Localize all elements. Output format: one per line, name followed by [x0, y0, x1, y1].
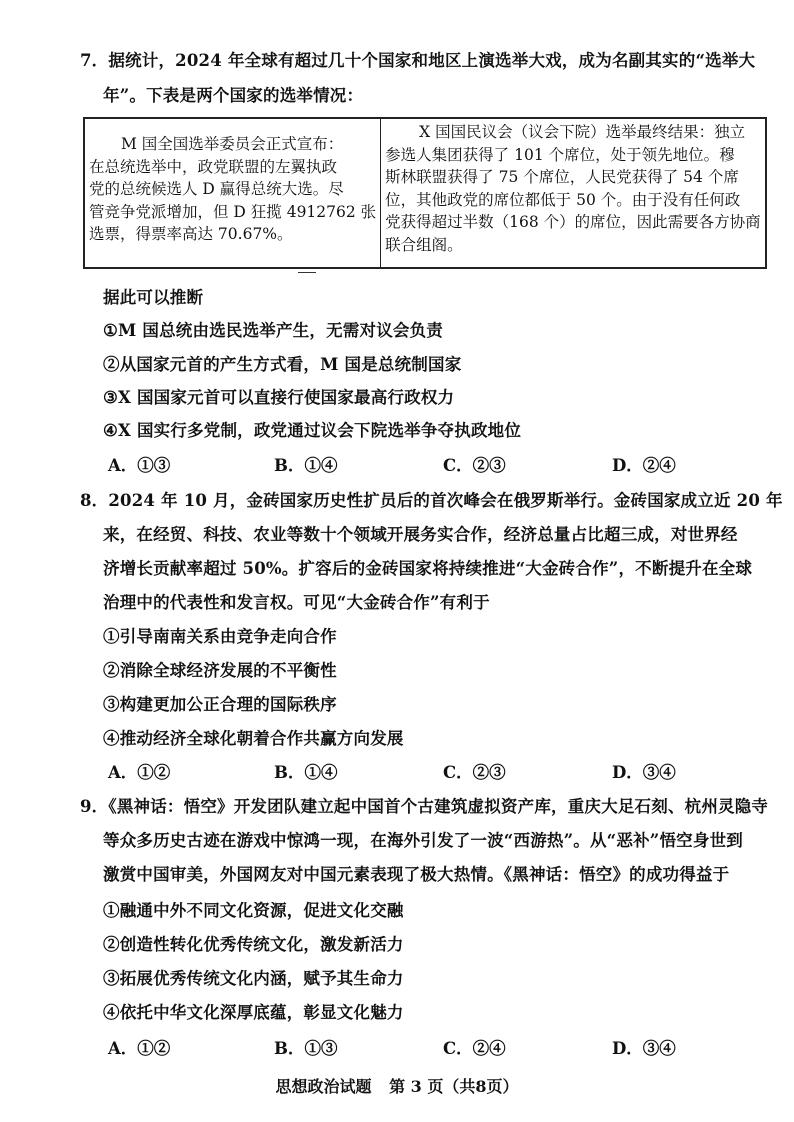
- q7-right-line: 斯林联盟获得了 75 个席位，人民党获得了 54 个席: [385, 168, 739, 186]
- q7-left-line: M 国全国选举委员会正式宣布：: [121, 135, 344, 153]
- q8-stem-line-1: 8．2024 年 10 月，金砖国家历史性扩员后的首次峰会在俄罗斯举行。金砖国家成立近 20 年: [80, 491, 783, 510]
- q7-election-table: [83, 117, 767, 269]
- footer-subject: 思想政治试题: [275, 1077, 372, 1096]
- q8-option-c[interactable]: C．②③: [443, 763, 506, 782]
- q9-stem-line-2: 等众多历史古迹在游戏中惊鸿一现，在海外引发了一波“西游热”。从“恶补”悟空身世到: [103, 831, 743, 850]
- q7-left-line: 管竞争党派增加，但 D 狂揽 4912762 张: [89, 202, 377, 221]
- q7-item: ②从国家元首的产生方式看，M 国是总统制国家: [103, 355, 462, 374]
- q7-option-c[interactable]: C．②③: [443, 456, 506, 475]
- q7-left-line: 选票，得票率高达 70.67%。: [89, 225, 293, 243]
- q7-table-right-cell: [381, 118, 766, 268]
- q7-right-line: 参选人集团获得了 101 个席位，处于领先地位。穆: [385, 145, 735, 164]
- q7-option-d[interactable]: D．②④: [612, 456, 676, 475]
- q7-left-line: 在总统选举中，政党联盟的左翼执政: [89, 157, 338, 176]
- q7-stem-line-1: 7．据统计，2024 年全球有超过几十个国家和地区上演选举大戏，成为名副其实的“选举大: [80, 51, 756, 70]
- scan-mark: [298, 272, 316, 273]
- q9-stem-line-1: 9．《黑神话：悟空》开发团队建立起中国首个古建筑虚拟资产库，重庆大足石刻、杭州灵隐寺: [80, 797, 769, 816]
- q7-table-left-cell: [84, 118, 381, 268]
- q9-stem-line-3: 激赏中国审美，外国网友对中国元素表现了极大热情。《黑神话：悟空》的成功得益于: [103, 865, 730, 884]
- q8-option-a[interactable]: A．①②: [108, 763, 171, 782]
- page-footer: [0, 1074, 794, 1097]
- footer-page-number: 第 3 页（共8页）: [389, 1077, 519, 1096]
- q9-item: ④依托中华文化深厚底蕴，彰显文化魅力: [103, 1003, 404, 1022]
- q7-left-line: 党的总统候选人 D 赢得总统大选。尽: [89, 180, 344, 198]
- q7-option-a[interactable]: A．①③: [108, 456, 171, 475]
- q7-right-line: 党获得超过半数（168 个）的席位，因此需要各方协商: [385, 213, 761, 231]
- q8-item: ①引导南南关系由竞争走向合作: [103, 627, 337, 646]
- q7-item: ①M 国总统由选民选举产生，无需对议会负责: [103, 321, 444, 340]
- q8-stem-line-2: 来，在经贸、科技、农业等数十个领域开展务实合作，经济总量占比超三成，对世界经: [103, 525, 738, 544]
- q7-right-line: 联合组阁。: [385, 235, 463, 254]
- q9-item: ③拓展优秀传统文化内涵，赋予其生命力: [103, 969, 404, 988]
- q8-item: ③构建更加公正合理的国际秩序: [103, 695, 337, 714]
- q7-stem-line-2: 年”。下表是两个国家的选举情况：: [103, 86, 364, 105]
- q9-option-d[interactable]: D．③④: [612, 1039, 676, 1058]
- q7-right-line: X 国国民议会（议会下院）选举最终结果：独立: [419, 123, 746, 141]
- q7-option-b[interactable]: B．①④: [274, 456, 338, 475]
- q7-item: ④X 国实行多党制，政党通过议会下院选举争夺执政地位: [103, 421, 522, 440]
- q9-item: ②创造性转化优秀传统文化，激发新活力: [103, 935, 404, 954]
- q8-option-b[interactable]: B．①④: [274, 763, 338, 782]
- q7-item: ③X 国国家元首可以直接行使国家最高行政权力: [103, 388, 455, 407]
- q8-stem-line-4: 治理中的代表性和发言权。可见“大金砖合作”有利于: [103, 593, 490, 612]
- q8-option-d[interactable]: D．③④: [612, 763, 676, 782]
- q8-item: ②消除全球经济发展的不平衡性: [103, 661, 337, 680]
- q9-option-a[interactable]: A．①②: [108, 1039, 171, 1058]
- q7-right-line: 位，其他政党的席位都低于 50 个。由于没有任何政: [385, 190, 741, 209]
- q9-option-b[interactable]: B．①③: [274, 1039, 338, 1058]
- q9-option-c[interactable]: C．②④: [443, 1039, 506, 1058]
- q7-prompt: 据此可以推断: [103, 288, 204, 307]
- q8-item: ④推动经济全球化朝着合作共赢方向发展: [103, 729, 404, 748]
- q9-item: ①融通中外不同文化资源，促进文化交融: [103, 901, 404, 920]
- q8-stem-line-3: 济增长贡献率超过 50%。扩容后的金砖国家将持续推进“大金砖合作”，不断提升在全球: [103, 559, 753, 578]
